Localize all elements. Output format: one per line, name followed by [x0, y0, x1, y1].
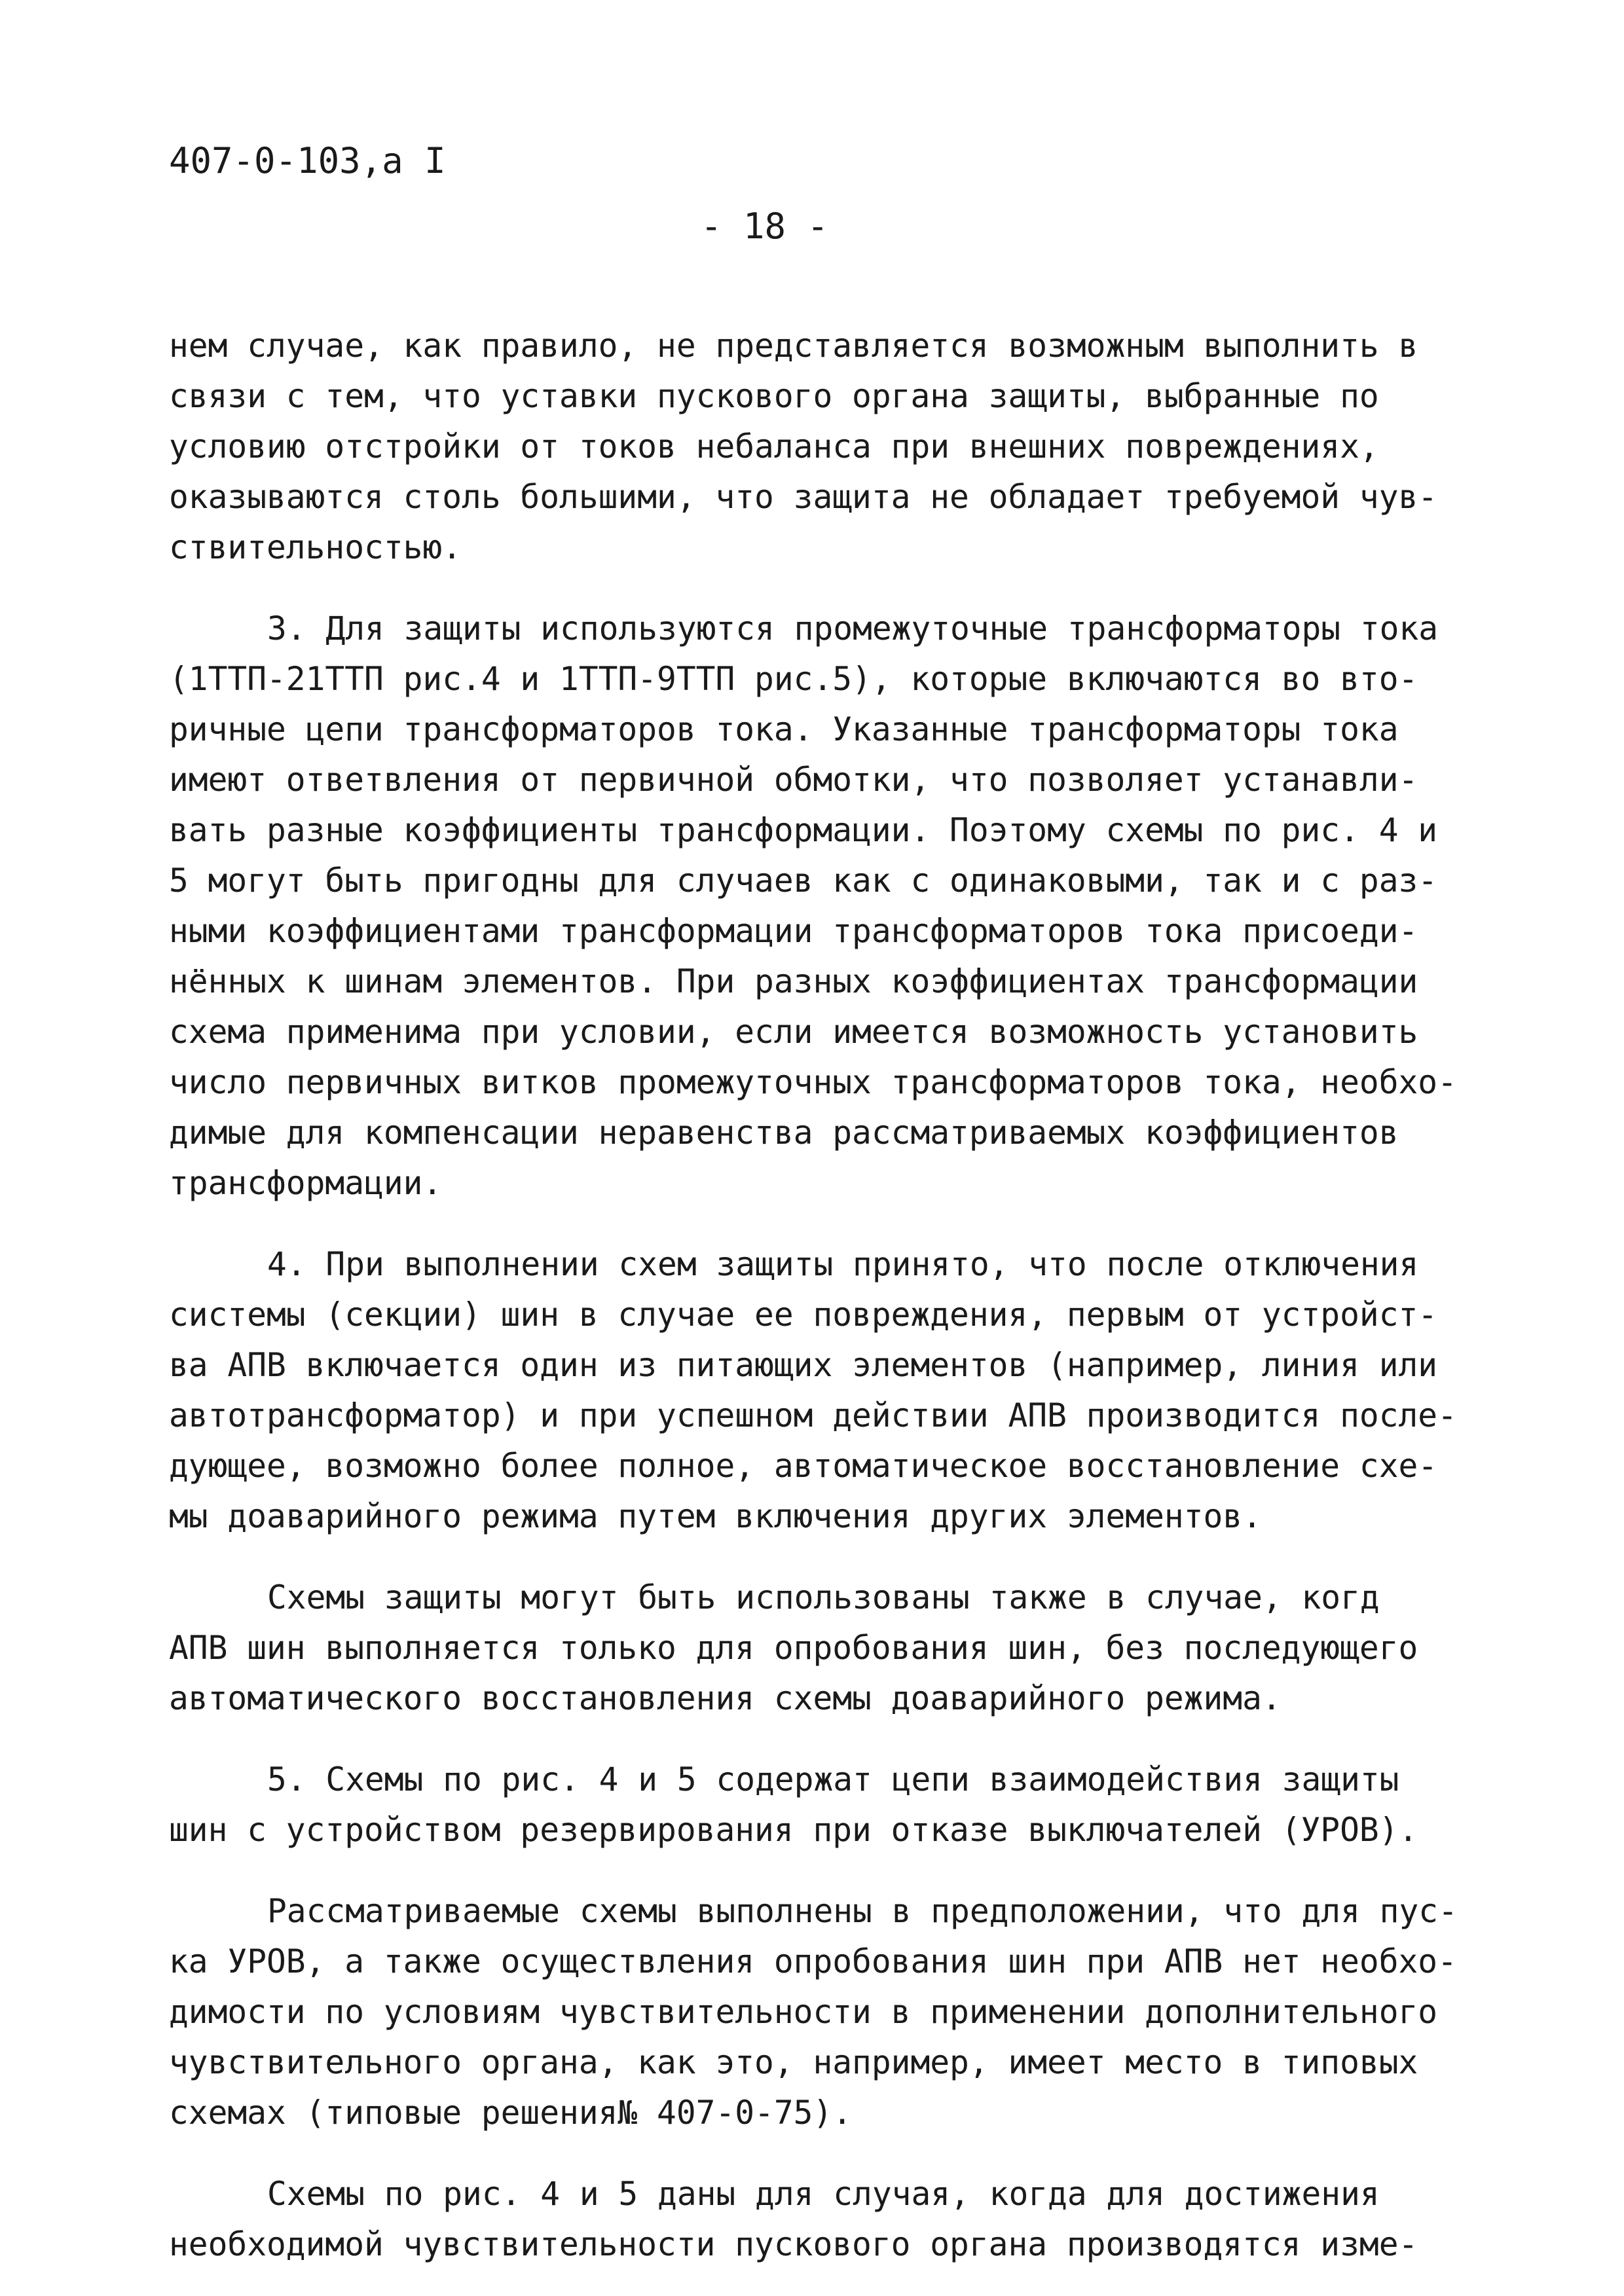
text-line: 3. Для защиты используются промежуточные трансформаторы тока — [267, 610, 1439, 647]
text-line: ричные цепи трансформаторов тока. Указанные трансформаторы тока — [169, 710, 1399, 748]
text-line: ка УРОВ, а также осуществления опробования шин при АПВ нет необхо- — [169, 1942, 1457, 1980]
page-number: - 18 - — [701, 206, 829, 247]
text-line: число первичных витков промежуточных трансформаторов тока, необхо- — [169, 1063, 1457, 1101]
text-line: Схемы по рис. 4 и 5 даны для случая, когда для достижения — [267, 2175, 1380, 2213]
text-line: дующее, возможно более полное, автоматическое восстановление схе- — [169, 1447, 1438, 1485]
text-line: АПВ шин выполняется только для опробования шин, без последующего — [169, 1629, 1418, 1667]
text-line: ствительностью. — [169, 528, 462, 566]
text-line: Схемы защиты могут быть использованы также в случае, когд — [267, 1578, 1380, 1616]
text-line: димости по условиям чувствительности в применении дополнительного — [169, 1993, 1438, 2031]
text-line: автотрансформатор) и при успешном действии АПВ производится после- — [169, 1396, 1457, 1434]
text-line: ва АПВ включается один из питающих элементов (например, линия или — [169, 1346, 1438, 1384]
text-line: нённых к шинам элементов. При разных коэффициентах трансформации — [169, 962, 1418, 1000]
text-line: вать разные коэффициенты трансформации. Поэтому схемы по рис. 4 и — [169, 811, 1438, 849]
document-code: 407-0-103,а I — [169, 140, 446, 181]
text-line: схема применима при условии, если имеется возможность установить — [169, 1013, 1418, 1051]
paragraph-5 — [169, 1755, 1492, 1855]
text-line: Рассматриваемые схемы выполнены в предположении, что для пус- — [267, 1892, 1458, 1930]
body-text — [169, 321, 1492, 2296]
paragraph-5-assumptions — [169, 1886, 1492, 2138]
paragraph-intro-continuation — [169, 321, 1492, 573]
text-line: 5 могут быть пригодны для случаев как с одинаковыми, так и с раз- — [169, 862, 1438, 900]
text-line: 4. При выполнении схем защиты принято, что после отключения — [267, 1245, 1419, 1283]
paragraph-4-continuation — [169, 1573, 1492, 1724]
text-line: нем случае, как правило, не представляется возможным выполнить в — [169, 327, 1418, 365]
text-line: схемах (типовые решения№ 407-0-75). — [169, 2094, 853, 2132]
text-line: необходимой чувствительности пускового органа производятся изме- — [169, 2225, 1418, 2263]
text-line: трансформации. — [169, 1164, 443, 1202]
paragraph-5-sensitivity — [169, 2169, 1492, 2270]
paragraph-3 — [169, 604, 1492, 1209]
text-line: димые для компенсации неравенства рассматриваемых коэффициентов — [169, 1114, 1399, 1152]
text-line: шин с устройством резервирования при отказе выключателей (УРОВ). — [169, 1811, 1418, 1849]
text-line: имеют ответвления от первичной обмотки, что позволяет устанавли- — [169, 761, 1418, 799]
text-line: оказываются столь большими, что защита не обладает требуемой чув- — [169, 478, 1438, 516]
text-line: системы (секции) шин в случае ее повреждения, первым от устройст- — [169, 1296, 1438, 1334]
text-line: автоматического восстановления схемы доаварийного режима. — [169, 1679, 1282, 1717]
text-line: мы доаварийного режима путем включения других элементов. — [169, 1497, 1262, 1535]
text-line: чувствительного органа, как это, например, имеет место в типовых — [169, 2043, 1418, 2081]
text-line: 5. Схемы по рис. 4 и 5 содержат цепи взаимодействия защиты — [267, 1760, 1399, 1798]
paragraph-4 — [169, 1239, 1492, 1542]
text-line: ными коэффициентами трансформации трансформаторов тока присоеди- — [169, 912, 1418, 950]
text-line: связи с тем, что уставки пускового органа защиты, выбранные по — [169, 377, 1379, 415]
text-line: (1ТТП-21ТТП рис.4 и 1ТТП-9ТТП рис.5), которые включаются во вто- — [169, 660, 1418, 698]
text-line: условию отстройки от токов небаланса при внешних повреждениях, — [169, 428, 1379, 465]
